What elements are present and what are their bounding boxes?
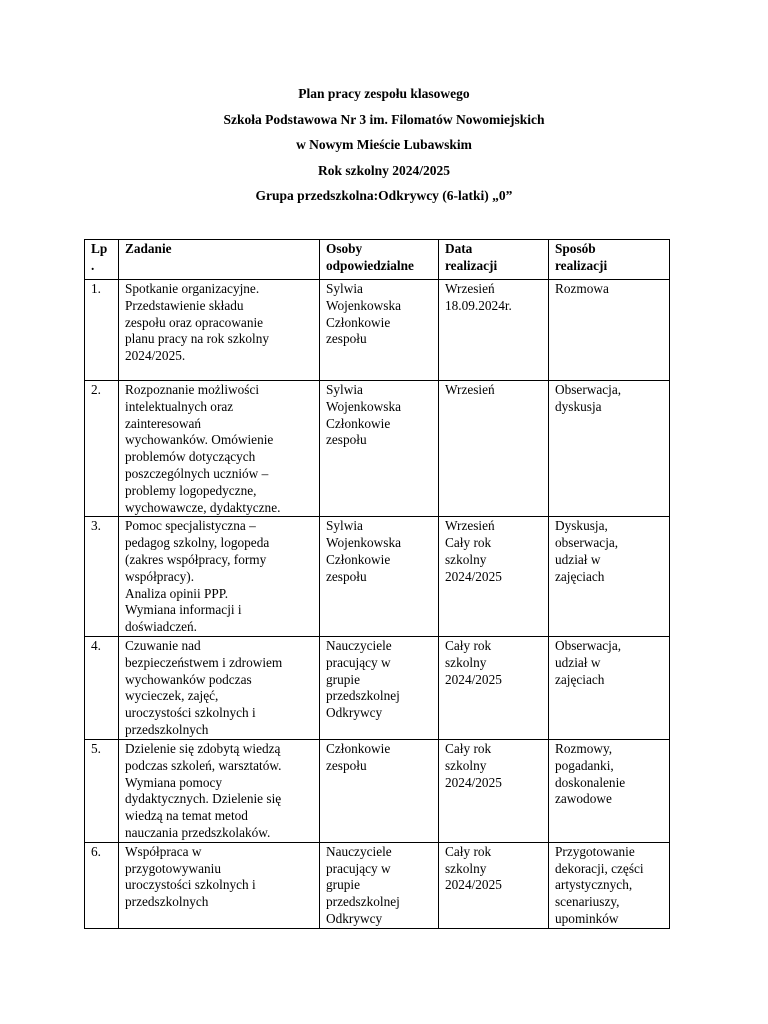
table-row <box>85 636 670 739</box>
cell-date: Cały rok szkolny 2024/2025 <box>439 842 549 928</box>
cell-date: Cały rok szkolny 2024/2025 <box>439 739 549 842</box>
cell-task: Czuwanie nad bezpieczeństwem i zdrowiem wychowanków podczas wycieczek, zajęć, uroczystości szkolnych i przedszkolnych <box>119 636 320 739</box>
group-name: Grupa przedszkolna:Odkrywcy (6-latki) „0” <box>255 188 513 203</box>
cell-lp: 6. <box>85 842 119 928</box>
cell-lp: 5. <box>85 739 119 842</box>
cell-task: Spotkanie organizacyjne. Przedstawienie składu zespołu oraz opracowanie planu pracy na rok szkolny 2024/2025. <box>119 280 320 381</box>
column-header-method: Sposób realizacji <box>549 240 670 280</box>
cell-lp: 3. <box>85 517 119 637</box>
table-row <box>85 280 670 381</box>
cell-date: Wrzesień Cały rok szkolny 2024/2025 <box>439 517 549 637</box>
cell-persons: Nauczyciele pracujący w grupie przedszkolnej Odkrywcy <box>320 636 439 739</box>
document-header <box>0 85 768 213</box>
work-plan-table <box>84 239 670 929</box>
table-row <box>85 739 670 842</box>
cell-date: Wrzesień <box>439 381 549 517</box>
cell-date: Wrzesień 18.09.2024r. <box>439 280 549 381</box>
cell-method: Obserwacja, udział w zajęciach <box>549 636 670 739</box>
column-header-persons: Osoby odpowiedzialne <box>320 240 439 280</box>
cell-persons: Sylwia Wojenkowska Członkowie zespołu <box>320 517 439 637</box>
table-row <box>85 381 670 517</box>
cell-persons: Członkowie zespołu <box>320 739 439 842</box>
cell-method: Rozmowa <box>549 280 670 381</box>
table-header-row <box>85 240 670 280</box>
table-row <box>85 842 670 928</box>
cell-persons: Sylwia Wojenkowska Członkowie zespołu <box>320 280 439 381</box>
cell-method: Rozmowy, pogadanki, doskonalenie zawodowe <box>549 739 670 842</box>
cell-persons: Sylwia Wojenkowska Członkowie zespołu <box>320 381 439 517</box>
cell-date: Cały rok szkolny 2024/2025 <box>439 636 549 739</box>
cell-lp: 1. <box>85 280 119 381</box>
cell-task: Rozpoznanie możliwości intelektualnych oraz zainteresowań wychowanków. Omówienie problemów dotyczących poszczególnych uczniów – problemy logopedyczne, wychowawcze, dydaktyczne. <box>119 381 320 517</box>
table-row <box>85 517 670 637</box>
school-year: Rok szkolny 2024/2025 <box>317 162 451 178</box>
cell-method: Przygotowanie dekoracji, części artystycznych, scenariuszy, upominków <box>549 842 670 928</box>
cell-task: Pomoc specjalistyczna – pedagog szkolny, logopeda (zakres współpracy, formy współpracy). Analiza opinii PPP. Wymiana informacji i doświadczeń. <box>119 517 320 637</box>
plan-title: Plan pracy zespołu klasowego <box>298 86 470 101</box>
school-location: w Nowym Mieście Lubawskim <box>296 137 472 152</box>
school-name: Szkoła Podstawowa Nr 3 im. Filomatów Nowomiejskich <box>223 111 545 127</box>
cell-task: Współpraca w przygotowywaniu uroczystości szkolnych i przedszkolnych <box>119 842 320 928</box>
cell-lp: 4. <box>85 636 119 739</box>
column-header-lp: Lp . <box>85 240 119 280</box>
cell-method: Obserwacja, dyskusja <box>549 381 670 517</box>
column-header-task: Zadanie <box>119 240 320 280</box>
cell-persons: Nauczyciele pracujący w grupie przedszkolnej Odkrywcy <box>320 842 439 928</box>
column-header-date: Data realizacji <box>439 240 549 280</box>
cell-lp: 2. <box>85 381 119 517</box>
cell-method: Dyskusja, obserwacja, udział w zajęciach <box>549 517 670 637</box>
cell-task: Dzielenie się zdobytą wiedzą podczas szkoleń, warsztatów. Wymiana pomocy dydaktycznych. Dzielenie się wiedzą na temat metod nauczania przedszkolaków. <box>119 739 320 842</box>
